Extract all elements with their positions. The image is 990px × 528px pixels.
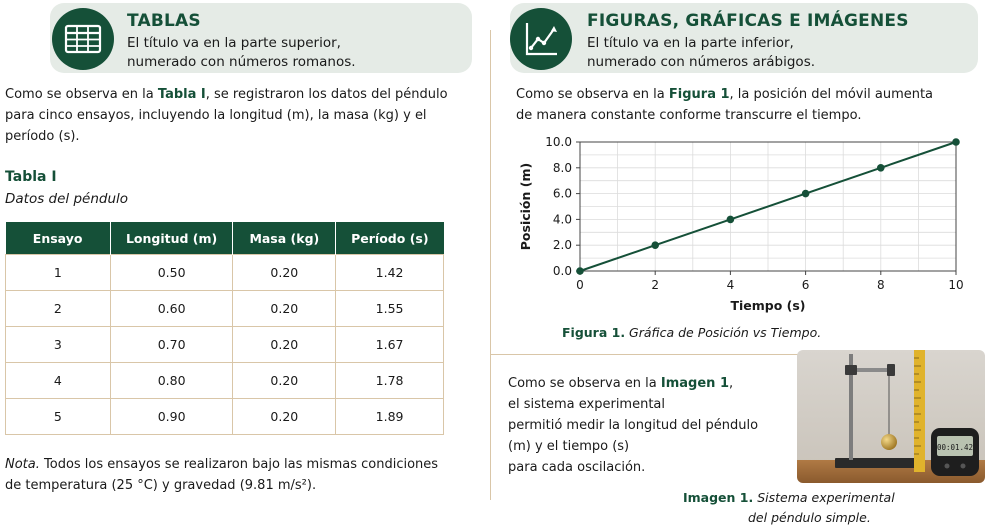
tabla-intro-text-a: Como se observa en la <box>5 87 158 102</box>
figura-intro-line-2: de manera constante conforme transcurre el tiempo. <box>516 108 862 123</box>
imagen-line-2: el sistema experimental <box>508 397 666 412</box>
tabla-intro-paragraph <box>5 84 448 147</box>
cell-ensayo: 5 <box>6 399 111 435</box>
x-tick-label: 2 <box>651 278 660 292</box>
cell-masa: 0.20 <box>233 363 336 399</box>
header-longitud: Longitud (m) <box>110 222 233 255</box>
cell-longitud: 0.90 <box>110 399 233 435</box>
imagen-line-3: permitió medir la longitud del péndulo <box>508 418 759 433</box>
figure-caption-label: Figura 1. <box>562 325 626 340</box>
figuras-line-1: El título va en la parte inferior, <box>587 35 794 51</box>
x-tick-label: 8 <box>876 278 885 292</box>
data-point <box>727 216 735 224</box>
y-tick-label: 2.0 <box>552 238 572 253</box>
imagen-ref: Imagen 1 <box>660 376 729 391</box>
table-icon <box>52 8 114 70</box>
y-tick-label: 4.0 <box>552 212 572 227</box>
cell-periodo: 1.78 <box>336 363 444 399</box>
note-line-1: Todos los ensayos se realizaron bajo las mismas condiciones <box>39 457 439 472</box>
cell-ensayo: 1 <box>6 255 111 291</box>
cell-ensayo: 2 <box>6 291 111 327</box>
figura-ref: Figura 1 <box>668 87 730 102</box>
table-row <box>6 291 444 327</box>
image-caption-line-2: del péndulo simple. <box>748 510 871 525</box>
cell-periodo: 1.89 <box>336 399 444 435</box>
note-label: Nota. <box>5 457 40 472</box>
image-caption <box>683 488 895 528</box>
figura-intro-text-a: Como se observa en la <box>516 87 669 102</box>
tabla-intro-text-c: , se registraron los datos del péndulo <box>205 87 448 102</box>
data-point <box>952 138 960 146</box>
cell-masa: 0.20 <box>233 327 336 363</box>
image-caption-label: Imagen 1. <box>683 490 754 505</box>
cell-longitud: 0.60 <box>110 291 233 327</box>
position-time-chart <box>510 130 980 320</box>
figuras-banner <box>510 3 978 73</box>
data-point <box>802 190 810 198</box>
cell-longitud: 0.80 <box>110 363 233 399</box>
x-tick-label: 6 <box>801 278 810 292</box>
header-ensayo: Ensayo <box>6 222 111 255</box>
cell-masa: 0.20 <box>233 399 336 435</box>
data-point <box>877 164 885 172</box>
table-note <box>5 454 438 496</box>
y-axis-label: Posición (m) <box>518 162 533 251</box>
data-point <box>576 267 584 275</box>
pendulum-photo <box>797 350 985 483</box>
figura-intro-paragraph <box>516 84 933 126</box>
cell-ensayo: 3 <box>6 327 111 363</box>
x-tick-label: 10 <box>948 278 964 292</box>
header-periodo: Período (s) <box>336 222 444 255</box>
vertical-divider <box>490 30 491 500</box>
tablas-line-1: El título va en la parte superior, <box>127 35 341 51</box>
imagen-line-5: para cada oscilación. <box>508 460 646 475</box>
y-tick-label: 6.0 <box>552 186 572 201</box>
figuras-line-2: numerado con números arábigos. <box>587 54 816 70</box>
table-title: Tabla I <box>5 169 57 185</box>
cell-masa: 0.20 <box>233 291 336 327</box>
y-tick-label: 10.0 <box>545 135 572 149</box>
table-row <box>6 255 444 291</box>
line-chart-icon <box>510 8 572 70</box>
imagen-line-4: (m) y el tiempo (s) <box>508 439 630 454</box>
x-tick-label: 0 <box>576 278 584 292</box>
tabla-intro-line-2: para cinco ensayos, incluyendo la longitud (m), la masa (kg) y el <box>5 108 427 123</box>
table-row <box>6 327 444 363</box>
horizontal-divider <box>490 354 798 355</box>
y-tick-label: 8.0 <box>552 160 572 175</box>
figure-caption-text: Gráfica de Posición vs Tiempo. <box>625 325 822 340</box>
data-point <box>651 241 659 249</box>
tabla-ref: Tabla I <box>157 87 206 102</box>
cell-longitud: 0.70 <box>110 327 233 363</box>
figuras-title: FIGURAS, GRÁFICAS E IMÁGENES <box>587 11 909 31</box>
cell-periodo: 1.55 <box>336 291 444 327</box>
cell-masa: 0.20 <box>233 255 336 291</box>
y-tick-label: 0.0 <box>552 264 572 278</box>
imagen-text-a: Como se observa en la <box>508 376 661 391</box>
x-tick-label: 4 <box>726 278 735 292</box>
tablas-line-2: numerado con números romanos. <box>127 54 356 70</box>
note-line-2: de temperatura (25 °C) y gravedad (9.81 m/s²). <box>5 478 317 493</box>
cell-ensayo: 4 <box>6 363 111 399</box>
figure-caption <box>562 325 821 340</box>
x-axis-label: Tiempo (s) <box>730 298 806 313</box>
cell-periodo: 1.42 <box>336 255 444 291</box>
cell-periodo: 1.67 <box>336 327 444 363</box>
figura-intro-text-c: , la posición del móvil aumenta <box>729 87 934 102</box>
imagen-text-c: , <box>729 376 734 391</box>
header-masa: Masa (kg) <box>233 222 336 255</box>
tablas-title: TABLAS <box>127 11 201 31</box>
table-row <box>6 363 444 399</box>
timer-display: 00:01.42 <box>936 443 974 452</box>
cell-longitud: 0.50 <box>110 255 233 291</box>
imagen-paragraph <box>508 373 758 478</box>
data-table <box>5 222 444 435</box>
tablas-banner <box>50 3 472 73</box>
table-row <box>6 399 444 435</box>
table-subtitle: Datos del péndulo <box>5 191 129 207</box>
image-caption-line-1: Sistema experimental <box>753 490 895 505</box>
tabla-intro-line-3: período (s). <box>5 129 80 144</box>
table-header-row <box>6 222 444 255</box>
